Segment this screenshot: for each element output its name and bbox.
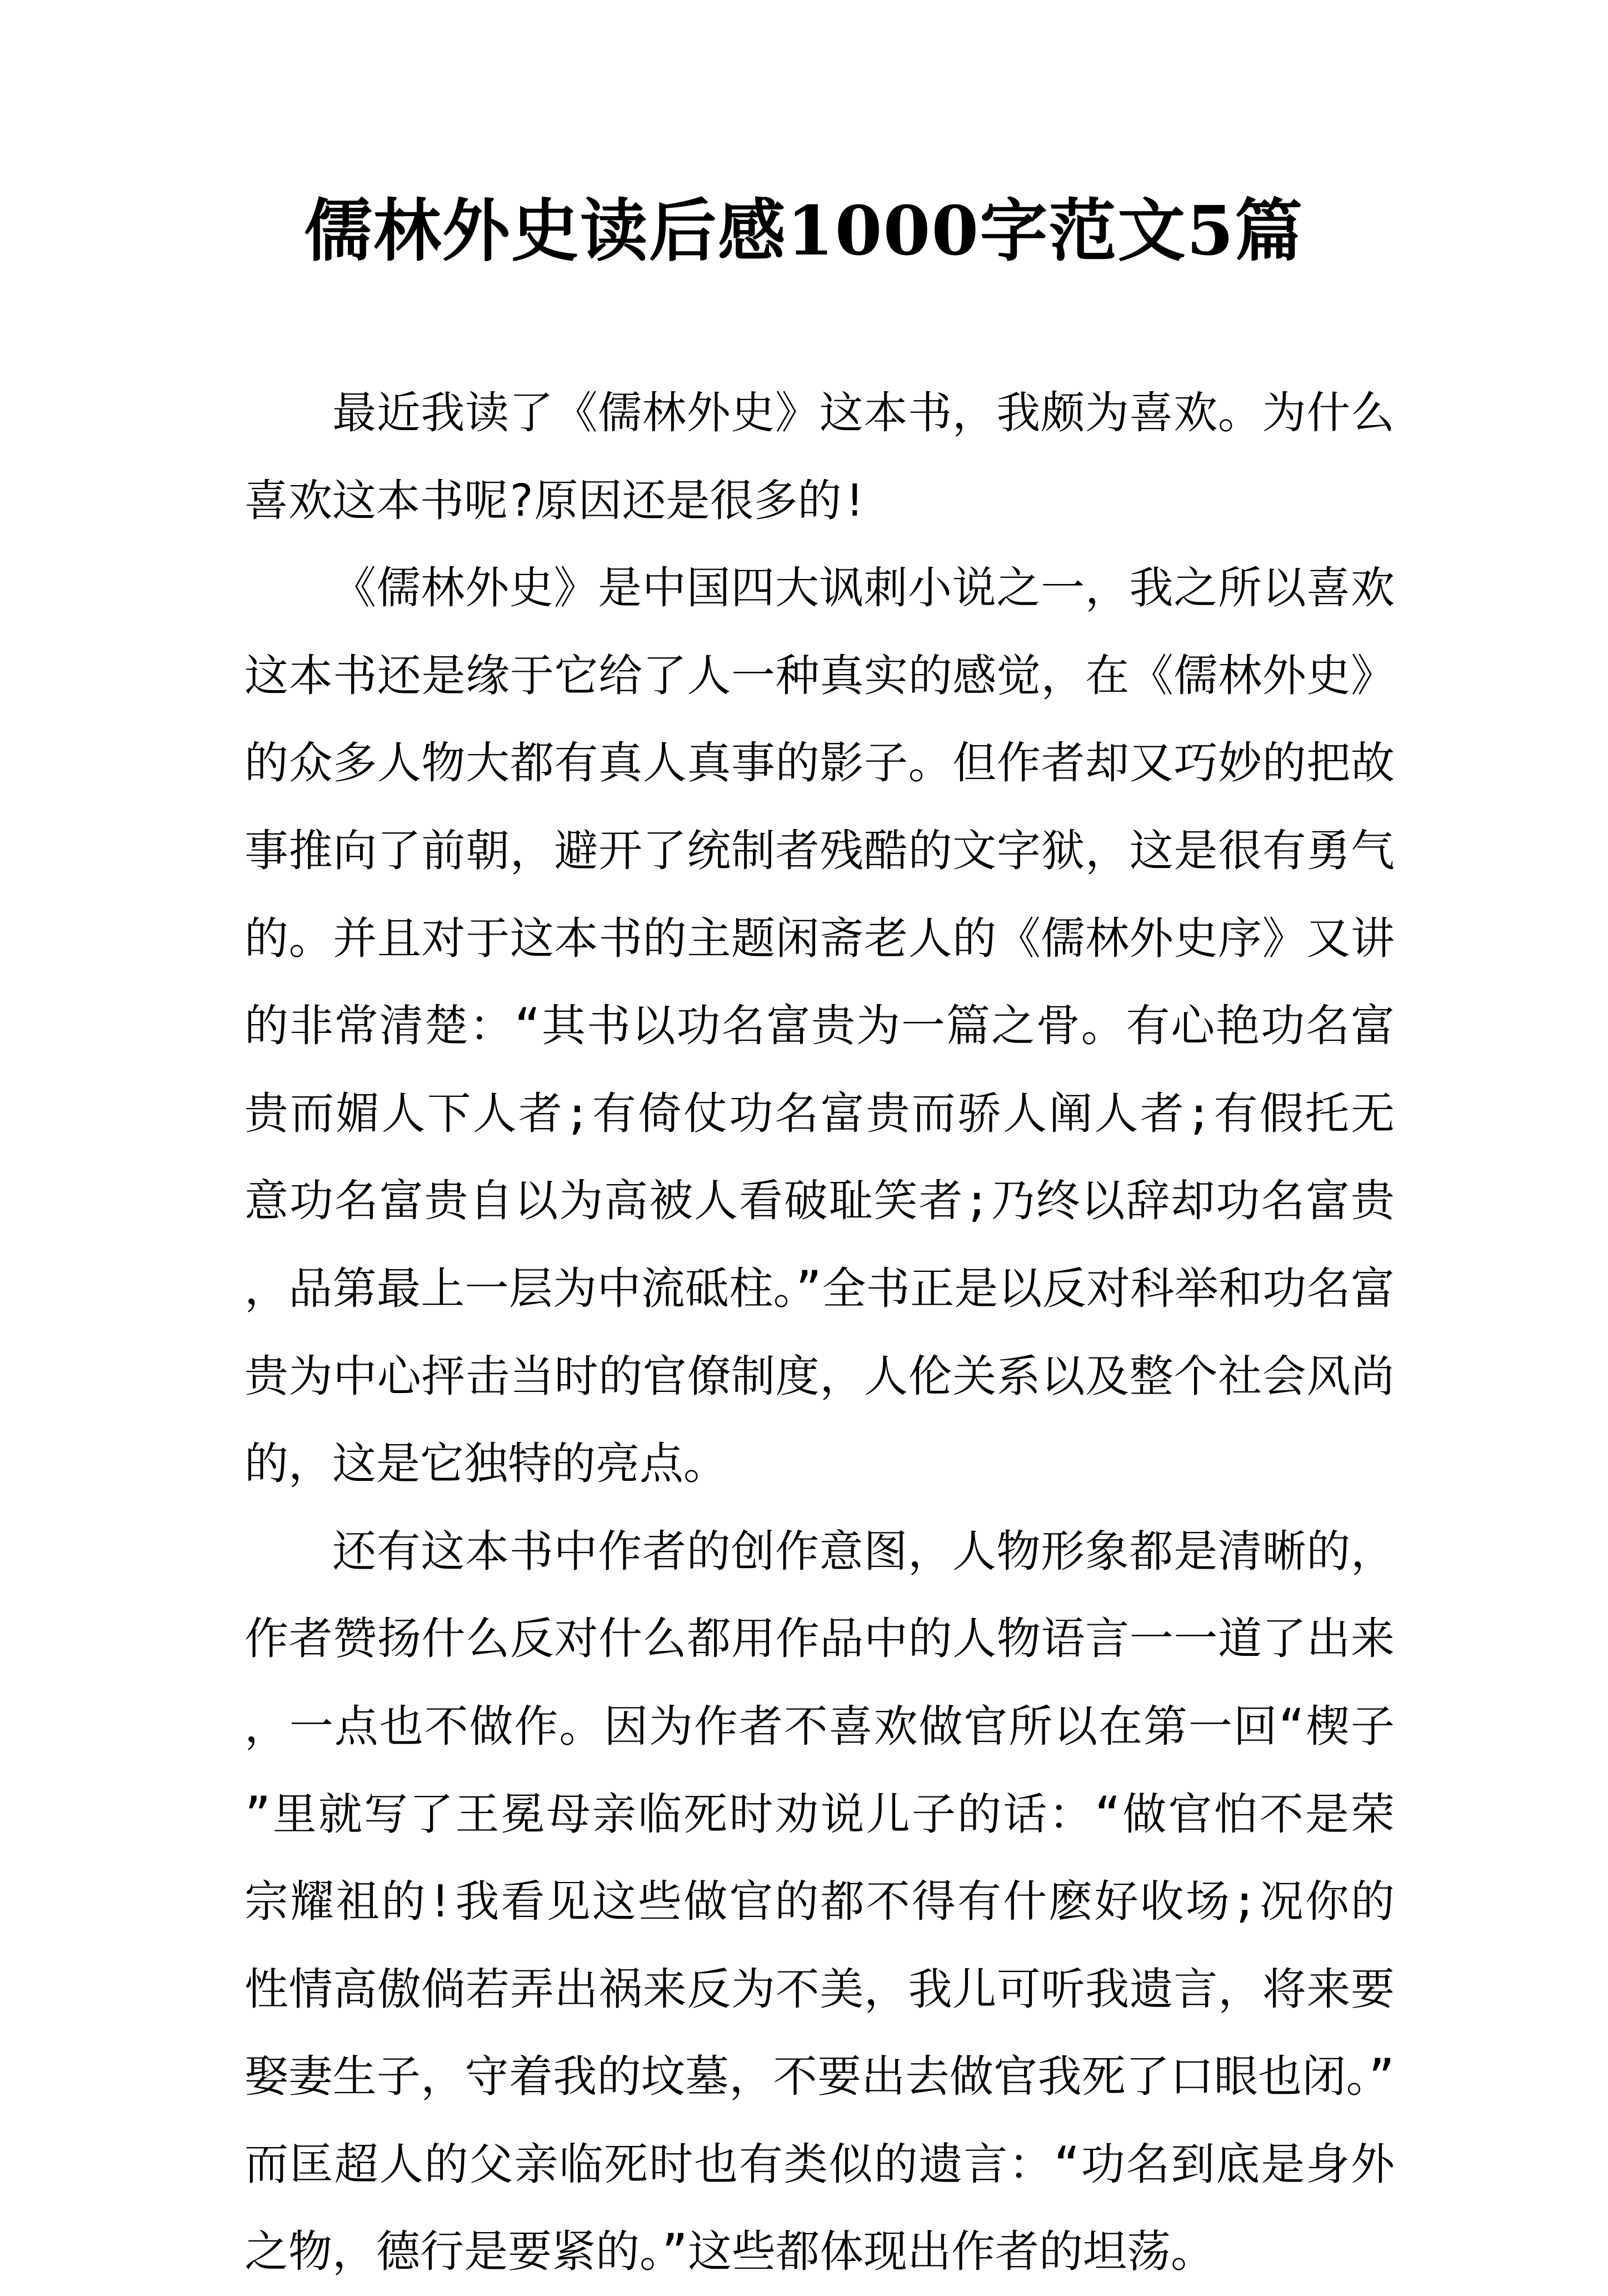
paragraph: 最近我读了《儒林外史》这本书，我颇为喜欢。为什么喜欢这本书呢?原因还是很多的! (244, 387, 1395, 526)
document-title: 儒林外史读后感1000字范文5篇 (304, 191, 1304, 271)
paragraph: 还有这本书中作者的创作意图，人物形象都是清晰的，作者赞扬什么反对什么都用作品中的人物语言一一道了出来，一点也不做作。因为作者不喜欢做官所以在第一回“楔子”里就写了王冕母亲临死时劝说儿子的话：“做官怕不是荣宗耀祖的!我看见这些做官的都不得有什麽好收场;况你的性情高傲倘若弄出祸来反为不美，我儿可听我遗言，将来要娶妻生子，守着我的坟墓，不要出去做官我死了口眼也闭。”而匡超人的父亲临死时也有类似的遗言：“功名到底是身外之物，德行是要紧的。”这些都体现出作者的坦荡。 (244, 1525, 1395, 2278)
document-body (244, 370, 1395, 2296)
paragraph: 《儒林外史》是中国四大讽刺小说之一，我之所以喜欢这本书还是缘于它给了人一种真实的感觉，在《儒林外史》的众多人物大都有真人真事的影子。但作者却又巧妙的把故事推向了前朝，避开了统制者残酷的文字狱，这是很有勇气的。并且对于这本书的主题闲斋老人的《儒林外史序》又讲的非常清楚：“其书以功名富贵为一篇之骨。有心艳功名富贵而媚人下人者;有倚仗功名富贵而骄人阐人者;有假托无意功名富贵自以为高被人看破耻笑者;乃终以辞却功名富贵，品第最上一层为中流砥柱。”全书正是以反对科举和功名富贵为中心抨击当时的官僚制度，人伦关系以及整个社会风尚的，这是它独特的亮点。 (244, 562, 1395, 1490)
